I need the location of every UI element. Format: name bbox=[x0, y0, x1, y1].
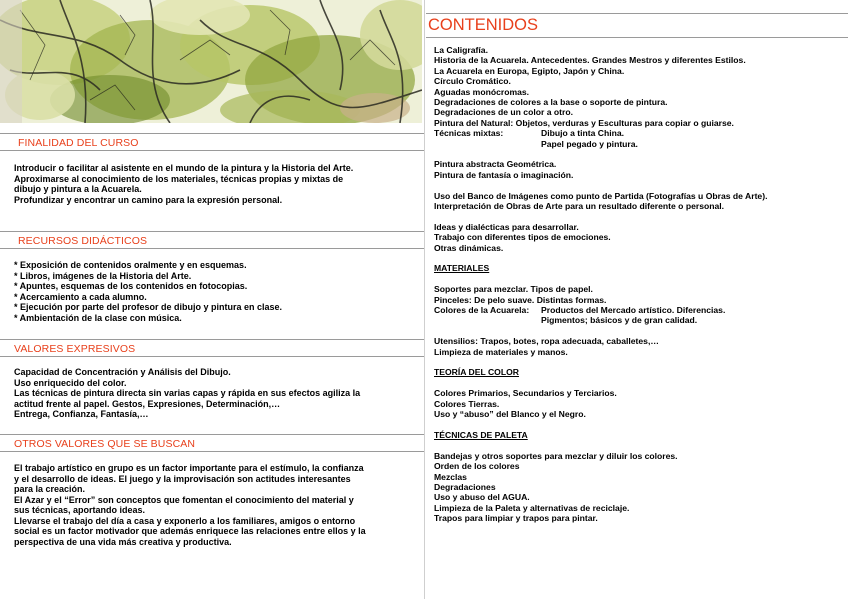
watercolor-illustration-graphic bbox=[0, 0, 422, 123]
spacer bbox=[434, 274, 844, 284]
spacer bbox=[434, 180, 844, 190]
watercolor-illustration bbox=[0, 0, 422, 123]
text-line: Ideas y dialécticas para desarrollar. bbox=[434, 221, 579, 232]
text-line: Bandejas y otros soportes para mezclar y diluir los colores. bbox=[434, 450, 678, 461]
text-line: dibujo y pintura a la Acuarela. bbox=[14, 184, 142, 194]
spacer bbox=[434, 253, 844, 263]
section-divider bbox=[0, 248, 424, 249]
text-line: social es un factor motivador que además enriquece las relaciones entre ellos y la bbox=[14, 526, 366, 536]
spacer bbox=[434, 211, 844, 221]
text-line: Trabajo con diferentes tipos de emociones. bbox=[434, 232, 611, 243]
text-line: Utensilios: Trapos, botes, ropa adecuada, caballetes,… bbox=[434, 336, 659, 347]
spacer bbox=[434, 149, 844, 159]
text-line: Capacidad de Concentración y Análisis del Dibujo. bbox=[14, 367, 231, 377]
spacer bbox=[434, 326, 844, 336]
text-line: Degradaciones de colores a la base o soporte de pintura. bbox=[434, 97, 668, 108]
spacer bbox=[434, 420, 844, 430]
text-line: para la creación. bbox=[14, 484, 86, 494]
section-divider bbox=[0, 133, 424, 134]
text-line: La Caligrafía. bbox=[434, 45, 488, 55]
section-divider bbox=[0, 434, 424, 435]
paleta-heading: TÉCNICAS DE PALETA bbox=[434, 429, 528, 440]
text-line: Uso enriquecido del color. bbox=[14, 377, 127, 388]
text-line: Soportes para mezclar. Tipos de papel. bbox=[434, 284, 593, 295]
colores-label: Colores de la Acuarela: bbox=[434, 305, 530, 316]
text-line: Aguadas monócromas. bbox=[434, 86, 530, 97]
text-line: perspectiva de una vida más creativa y productiva. bbox=[14, 536, 232, 547]
text-line: Orden de los colores bbox=[434, 461, 520, 472]
text-line: Historia de la Acuarela. Antecedentes. Grandes Mestros y diferentes Estilos. bbox=[434, 55, 746, 66]
section-body-valores-expresivos bbox=[14, 367, 414, 420]
text-line: La Acuarela en Europa, Egipto, Japón y China. bbox=[434, 65, 625, 76]
text-line: Introducir o facilitar al asistente en el mundo de la pintura y la Historia del Arte. bbox=[14, 163, 354, 173]
text-line: Llevarse el trabajo del día a casa y exponerlo a los familiares, amigos o entorno bbox=[14, 515, 356, 526]
text-line: Degradaciones de un color a otro. bbox=[434, 107, 573, 118]
text-line: sus técnicas, aportando ideas. bbox=[14, 505, 146, 515]
text-line: Interpretación de Obras de Arte para un resultado diferente o personal. bbox=[434, 201, 725, 212]
text-line: Aproximarse al conocimiento de los materiales, técnicas propias y mixtas de bbox=[14, 173, 344, 184]
contenidos-title: CONTENIDOS bbox=[428, 16, 539, 34]
section-divider bbox=[426, 37, 848, 38]
text-line: Círculo Cromático. bbox=[434, 76, 511, 87]
section-title-recursos bbox=[18, 235, 442, 247]
list-item: * Acercamiento a cada alumno. bbox=[14, 291, 147, 302]
list-item: * Libros, imágenes de la Historia del Arte. bbox=[14, 270, 192, 281]
text-line: El Azar y el “Error” son conceptos que fomentan el conocimiento del material y bbox=[14, 494, 354, 505]
contenidos-body bbox=[434, 45, 844, 524]
text-line: Uso y “abuso” del Blanco y el Negro. bbox=[434, 409, 586, 420]
text-line: Profundizar y encontrar un camino para la expresión personal. bbox=[14, 194, 283, 205]
text-line: El trabajo artístico en grupo es un factor importante para el estímulo, la confianza bbox=[14, 463, 364, 473]
text-line: Uso y abuso del AGUA. bbox=[434, 492, 530, 503]
section-divider bbox=[0, 339, 424, 340]
section-divider bbox=[0, 356, 424, 357]
column-divider bbox=[424, 0, 425, 599]
section-title-text: OTROS VALORES QUE SE BUSCAN bbox=[14, 438, 196, 450]
spacer bbox=[434, 357, 844, 367]
tecnicas-mixtas-row bbox=[434, 128, 844, 138]
text-line: Pintura abstracta Geométrica. bbox=[434, 159, 557, 170]
colores-item: Pigmentos; básicos y de gran calidad. bbox=[541, 315, 698, 326]
section-title-text: RECURSOS DIDÁCTICOS bbox=[18, 235, 148, 247]
teoria-heading: TEORÍA DEL COLOR bbox=[434, 367, 519, 378]
text-line: Pinceles: De pelo suave. Distintas formas. bbox=[434, 294, 607, 305]
text-line: Entrega, Confianza, Fantasía,… bbox=[14, 409, 149, 419]
text-line: Otras dinámicas. bbox=[434, 242, 504, 253]
text-line: Limpieza de la Paleta y alternativas de reciclaje. bbox=[434, 502, 630, 513]
section-body-finalidad bbox=[14, 163, 414, 205]
text-line: Las técnicas de pintura directa sin varias capas y rápida en sus efectos agiliza la bbox=[14, 388, 361, 398]
text-line: actitud frente al papel. Gestos, Expresiones, Determinación,… bbox=[14, 398, 281, 409]
section-divider bbox=[0, 451, 424, 452]
tecnicas-mixtas-label: Técnicas mixtas: bbox=[434, 128, 504, 139]
colores-row bbox=[434, 305, 844, 315]
colores-item: Productos del Mercado artístico. Diferencias. bbox=[541, 305, 726, 316]
text-line: Colores Primarios, Secundarios y Terciarios. bbox=[434, 388, 617, 399]
right-column bbox=[426, 0, 848, 599]
text-line: Colores Tierras. bbox=[434, 398, 500, 409]
section-divider bbox=[0, 231, 424, 232]
text-line: Pintura del Natural: Objetos, verduras y Esculturas para copiar o guiarse. bbox=[434, 117, 734, 128]
section-body-otros-valores bbox=[14, 463, 414, 547]
text-line: y el desarrollo de ideas. El juego y la improvisación son actitudes interesantes bbox=[14, 473, 351, 484]
list-item: * Exposición de contenidos oralmente y en esquemas. bbox=[14, 260, 247, 270]
materiales-heading: MATERIALES bbox=[434, 263, 490, 274]
text-line: Limpieza de materiales y manos. bbox=[434, 346, 568, 357]
tecnicas-mixtas-item: Dibujo a tinta China. bbox=[541, 128, 625, 139]
text-line: Mezclas bbox=[434, 471, 467, 482]
text-line: Pintura de fantasía o imaginación. bbox=[434, 169, 574, 180]
section-title-finalidad bbox=[18, 137, 442, 149]
list-item: * Ejecución por parte del profesor de dibujo y pintura en clase. bbox=[14, 302, 283, 312]
list-item: * Apuntes, esquemas de los contenidos en fotocopias. bbox=[14, 281, 248, 291]
section-title-text: VALORES EXPRESIVOS bbox=[14, 343, 136, 355]
section-title-text: FINALIDAD DEL CURSO bbox=[18, 137, 139, 149]
section-body-recursos bbox=[14, 260, 414, 323]
tecnicas-mixtas-item: Papel pegado y pintura. bbox=[541, 138, 638, 149]
text-line: Degradaciones bbox=[434, 481, 496, 492]
spacer bbox=[434, 440, 844, 450]
spacer bbox=[434, 378, 844, 388]
section-divider bbox=[0, 150, 424, 151]
text-line: Trapos para limpiar y trapos para pintar. bbox=[434, 513, 598, 524]
list-item: * Ambientación de la clase con música. bbox=[14, 312, 182, 323]
section-title-valores-expresivos bbox=[14, 343, 438, 355]
section-divider bbox=[426, 13, 848, 14]
section-title-otros-valores bbox=[14, 438, 438, 450]
text-line: Uso del Banco de Imágenes como punto de Partida (Fotografías u Obras de Arte). bbox=[434, 190, 768, 201]
